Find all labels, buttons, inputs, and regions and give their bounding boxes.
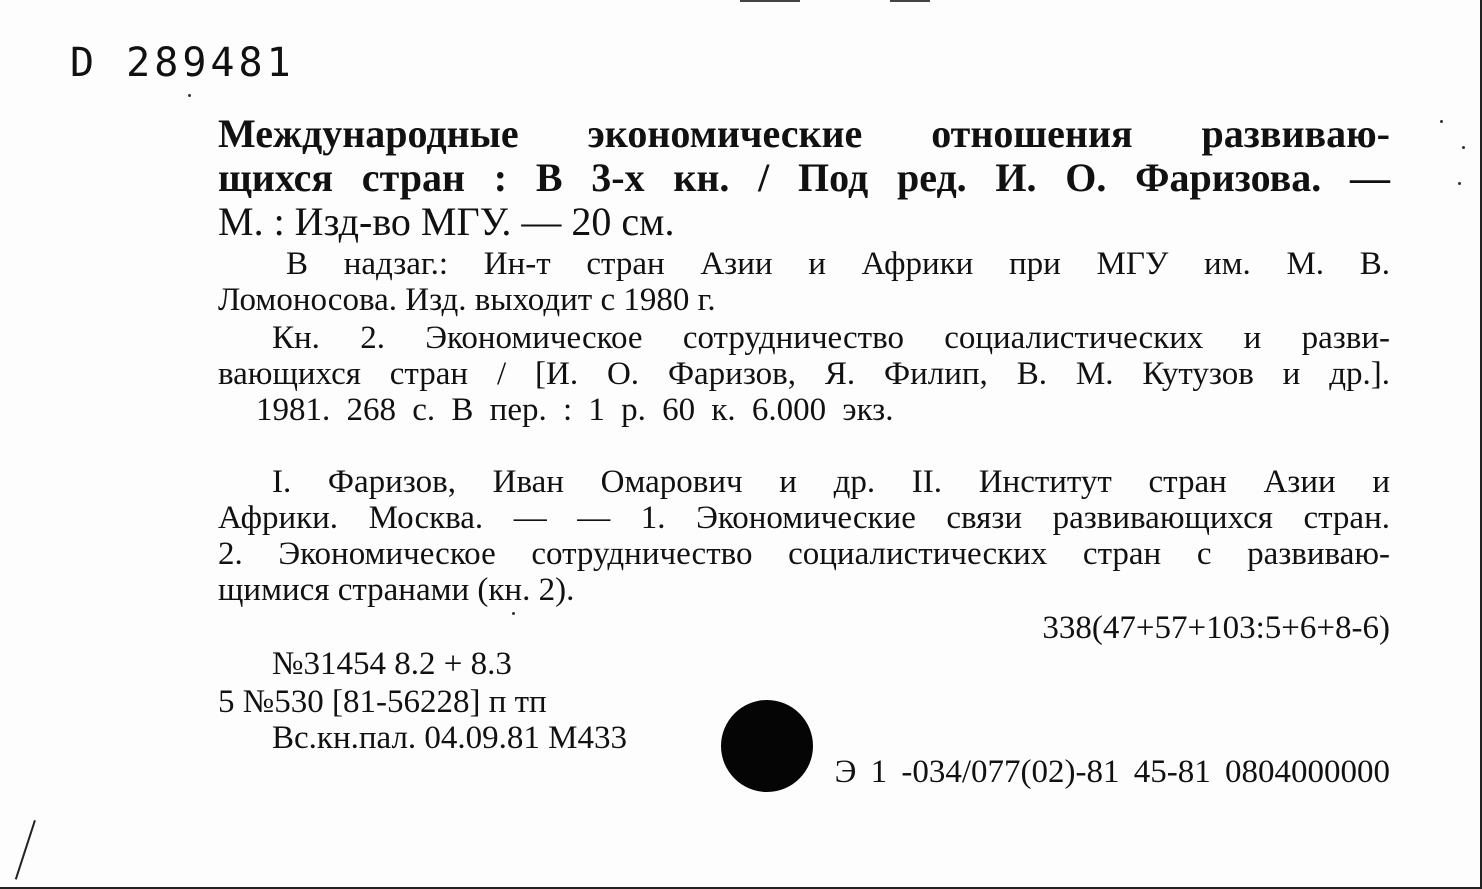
volume-line-1: Кн. 2. Экономическое сотрудничество социалистических и разви- (272, 320, 1390, 356)
title-line-2-text: щихся стран : В 3-х кн. / Под ред. И. О. Фаризова. — (218, 155, 1390, 200)
tracing-line-4: щимися странами (кн. 2). (218, 572, 575, 608)
speck (188, 94, 191, 97)
call-number: D 289481 (70, 40, 295, 86)
tracing-line-3: 2. Экономическое сотрудничество социалистических стран с развиваю- (218, 536, 1390, 572)
pen-scratch (15, 820, 36, 880)
catalog-line-2: 5 №530 [81-56228] п тп (218, 684, 547, 720)
note-line-2: Ломоносова. Изд. выходит с 1980 г. (218, 282, 716, 318)
top-edge-mark (740, 0, 800, 2)
volume-line-2: вающихся стран / [И. О. Фаризов, Я. Филип, В. М. Кутузов и др.]. (218, 356, 1390, 392)
speck (1462, 146, 1465, 149)
speck (512, 612, 515, 615)
classification-index: 338(47+57+103:5+6+8-6) (1042, 610, 1390, 646)
title-line-3: М. : Изд-во МГУ. — 20 см. (218, 199, 675, 244)
title-line-1: Международные экономические отношения развиваю- (218, 111, 1390, 156)
ink-blot (721, 700, 813, 792)
speck (1458, 182, 1461, 185)
top-edge-mark (890, 0, 930, 2)
speck (1440, 120, 1443, 123)
tracing-line-2: Африки. Москва. — — 1. Экономические связи развивающихся стран. (218, 500, 1390, 536)
catalog-line-1: №31454 8.2 + 8.3 (272, 646, 512, 682)
imprint-line: 1981. 268 с. В пер. : 1 р. 60 к. 6.000 экз. (256, 392, 894, 428)
tracing-line-1: I. Фаризов, Иван Омарович и др. II. Институт стран Азии и (272, 464, 1390, 500)
catalog-line-3: Вс.кн.пал. 04.09.81 М433 (272, 720, 628, 756)
title-line-2 (218, 154, 1390, 201)
bottom-code: Э 1 -034/077(02)-81 45-81 0804000000 (834, 754, 1390, 790)
note-line-1: В надзаг.: Ин-т стран Азии и Африки при МГУ им. М. В. (286, 246, 1390, 282)
